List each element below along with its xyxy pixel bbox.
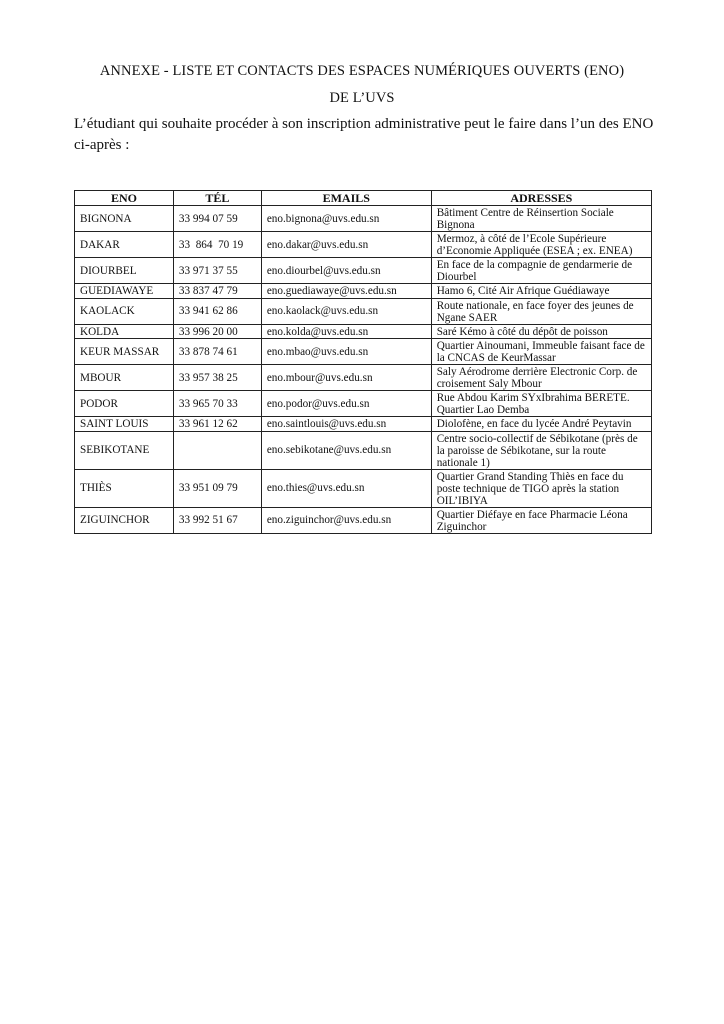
cell-tel: 33 957 38 25 bbox=[173, 365, 261, 391]
cell-eno: SAINT LOUIS bbox=[75, 417, 174, 432]
table-row bbox=[75, 507, 652, 533]
cell-tel: 33 996 20 00 bbox=[173, 324, 261, 339]
cell-eno: DIOURBEL bbox=[75, 258, 174, 284]
cell-eno: SEBIKOTANE bbox=[75, 431, 174, 469]
eno-contacts-table bbox=[74, 190, 652, 534]
cell-tel: 33 864 70 19 bbox=[173, 232, 261, 258]
table-row bbox=[75, 469, 652, 507]
cell-email: eno.guediawaye@uvs.edu.sn bbox=[261, 284, 431, 299]
cell-address: Quartier Diéfaye en face Pharmacie Léona Ziguinchor bbox=[431, 507, 651, 533]
column-header-emails: EMAILS bbox=[261, 191, 431, 206]
column-header-eno: ENO bbox=[75, 191, 174, 206]
cell-address: Route nationale, en face foyer des jeunes de Ngane SAER bbox=[431, 298, 651, 324]
cell-email: eno.mbour@uvs.edu.sn bbox=[261, 365, 431, 391]
cell-tel: 33 994 07 59 bbox=[173, 206, 261, 232]
cell-tel: 33 992 51 67 bbox=[173, 507, 261, 533]
table-row bbox=[75, 206, 652, 232]
cell-email: eno.dakar@uvs.edu.sn bbox=[261, 232, 431, 258]
cell-address: Mermoz, à côté de l’Ecole Supérieure d’Economie Appliquée (ESEA ; ex. ENEA) bbox=[431, 232, 651, 258]
cell-eno: MBOUR bbox=[75, 365, 174, 391]
column-header-adresses: ADRESSES bbox=[431, 191, 651, 206]
cell-address: Saly Aérodrome derrière Electronic Corp. de croisement Saly Mbour bbox=[431, 365, 651, 391]
page-subtitle: DE L’UVS bbox=[329, 90, 395, 106]
cell-tel: 33 971 37 55 bbox=[173, 258, 261, 284]
cell-eno: PODOR bbox=[75, 391, 174, 417]
cell-address: Rue Abdou Karim SYxIbrahima BERETE. Quartier Lao Demba bbox=[431, 391, 651, 417]
table-row bbox=[75, 365, 652, 391]
cell-tel: 33 837 47 79 bbox=[173, 284, 261, 299]
cell-tel: 33 951 09 79 bbox=[173, 469, 261, 507]
table-row bbox=[75, 431, 652, 469]
cell-eno: GUEDIAWAYE bbox=[75, 284, 174, 299]
cell-eno: KEUR MASSAR bbox=[75, 339, 174, 365]
table-row bbox=[75, 324, 652, 339]
cell-address: Bâtiment Centre de Réinsertion Sociale Bignona bbox=[431, 206, 651, 232]
cell-tel: 33 965 70 33 bbox=[173, 391, 261, 417]
column-header-tel: TÉL bbox=[173, 191, 261, 206]
table-row bbox=[75, 417, 652, 432]
table-row bbox=[75, 339, 652, 365]
cell-email: eno.mbao@uvs.edu.sn bbox=[261, 339, 431, 365]
table-row bbox=[75, 298, 652, 324]
cell-eno: DAKAR bbox=[75, 232, 174, 258]
intro-paragraph-line2: ci-après : bbox=[74, 137, 130, 153]
cell-email: eno.podor@uvs.edu.sn bbox=[261, 391, 431, 417]
cell-address: Quartier Grand Standing Thiès en face du poste technique de TIGO après la station OIL’IBIYA bbox=[431, 469, 651, 507]
cell-email: eno.bignona@uvs.edu.sn bbox=[261, 206, 431, 232]
table-row bbox=[75, 391, 652, 417]
cell-address: Saré Kémo à côté du dépôt de poisson bbox=[431, 324, 651, 339]
cell-address: Centre socio-collectif de Sébikotane (près de la paroisse de Sébikotane, sur la route nationale 1) bbox=[431, 431, 651, 469]
cell-eno: KAOLACK bbox=[75, 298, 174, 324]
cell-eno: BIGNONA bbox=[75, 206, 174, 232]
cell-email: eno.saintlouis@uvs.edu.sn bbox=[261, 417, 431, 432]
cell-email: eno.thies@uvs.edu.sn bbox=[261, 469, 431, 507]
cell-email: eno.kolda@uvs.edu.sn bbox=[261, 324, 431, 339]
page-title: ANNEXE - LISTE ET CONTACTS DES ESPACES NUMÉRIQUES OUVERTS (ENO) bbox=[99, 63, 625, 79]
cell-email: eno.ziguinchor@uvs.edu.sn bbox=[261, 507, 431, 533]
cell-eno: KOLDA bbox=[75, 324, 174, 339]
table-row bbox=[75, 258, 652, 284]
cell-tel bbox=[173, 431, 261, 469]
cell-address: En face de la compagnie de gendarmerie de Diourbel bbox=[431, 258, 651, 284]
cell-email: eno.sebikotane@uvs.edu.sn bbox=[261, 431, 431, 469]
cell-address: Hamo 6, Cité Air Afrique Guédiawaye bbox=[431, 284, 651, 299]
cell-email: eno.diourbel@uvs.edu.sn bbox=[261, 258, 431, 284]
cell-address: Quartier Ainoumani, Immeuble faisant face de la CNCAS de KeurMassar bbox=[431, 339, 651, 365]
cell-tel: 33 941 62 86 bbox=[173, 298, 261, 324]
table-row bbox=[75, 232, 652, 258]
cell-email: eno.kaolack@uvs.edu.sn bbox=[261, 298, 431, 324]
table-header-row bbox=[75, 191, 652, 206]
cell-address: Diolofène, en face du lycée André Peytavin bbox=[431, 417, 651, 432]
cell-tel: 33 878 74 61 bbox=[173, 339, 261, 365]
cell-eno: THIÈS bbox=[75, 469, 174, 507]
cell-eno: ZIGUINCHOR bbox=[75, 507, 174, 533]
table-row bbox=[75, 284, 652, 299]
intro-paragraph-line1: L’étudiant qui souhaite procéder à son inscription administrative peut le faire dans l’un des ENO bbox=[74, 116, 654, 132]
cell-tel: 33 961 12 62 bbox=[173, 417, 261, 432]
